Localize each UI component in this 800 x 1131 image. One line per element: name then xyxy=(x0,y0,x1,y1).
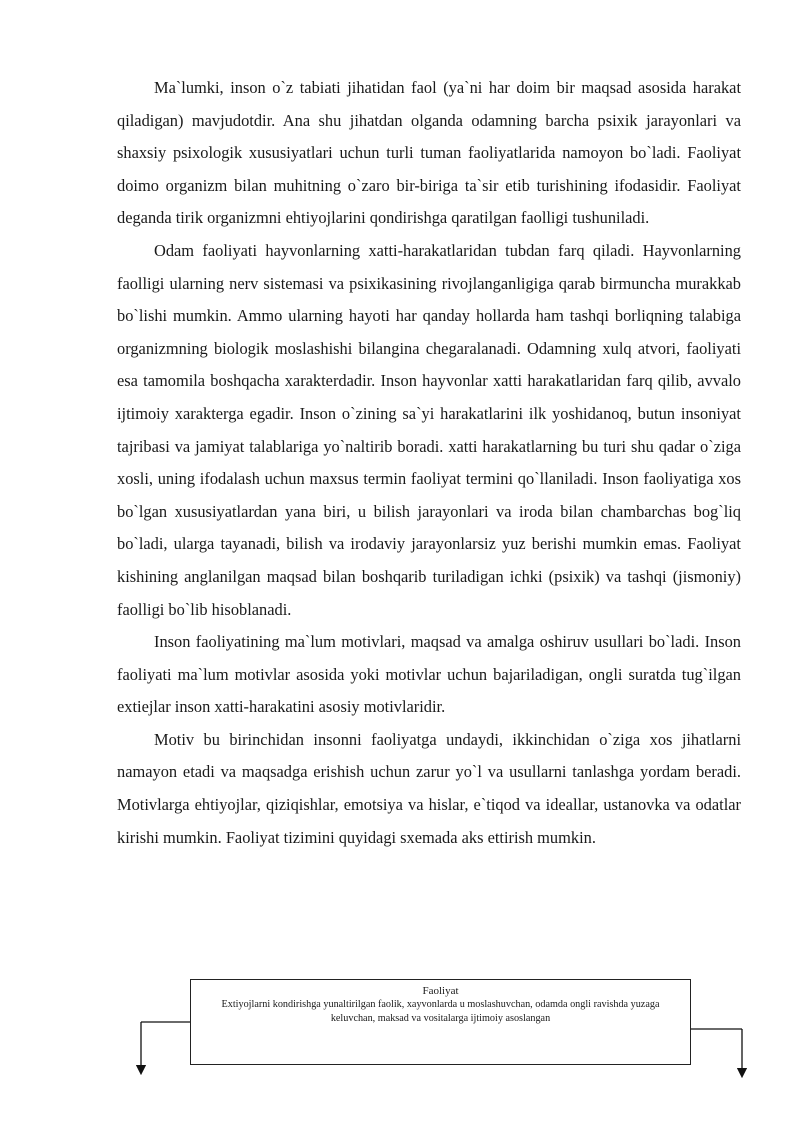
paragraph-2: Odam faoliyati hayvonlarning xatti-harakatlaridan tubdan farq qiladi. Hayvonlarning faolligi ularning nerv sistemasi va psixikasining rivojlanganligiga qarab birmuncha murakkab bo`lishi mumkin. Ammo ularning hayoti har qanday hollarda ham tashqi borliqning talabiga organizmning biologik moslashishi bilangina chegaralanadi. Odamning xulq atvori, faoliyati esa tamomila boshqacha xarakterdadir. Inson hayvonlar xatti harakatlaridan farq qilib, avvalo ijtimoiy xarakterga egadir. Inson o`zining sa`yi harakatlarini ilk yoshidanoq, butun insoniyat tajribasi va jamiyat talablariga yo`naltirib boradi. xatti harakatlarning bu turi shu qadar o`ziga xosli, uning ifodalash uchun maxsus termin faoliyat termini qo`llaniladi. Inson faoliyatiga xos bo`lgan xususiyatlardan yana biri, u bilish jarayonlari va iroda bilan chambarchas bog`liq bo`ladi, ularga tayanadi, bilish va irodaviy jarayonlarsiz yuz berishi mumkin emas. Faoliyat kishining anglanilgan maqsad bilan boshqarib turiladigan ichki (psixik) va tashqi (jismoniy) faolligi bo`lib hisoblanadi. xyxy=(117,240,741,619)
paragraph-3: Inson faoliyatining ma`lum motivlari, maqsad va amalga oshiruv usullari bo`ladi. Inson faoliyati ma`lum motivlar asosida yoki motivlar uchun bajariladigan, ongli suratda tug`ilgan extiejlar inson xatti-harakatini asosiy motivlaridir. xyxy=(117,632,741,717)
faoliyat-box xyxy=(190,979,691,1065)
document-body xyxy=(117,72,741,854)
faoliyat-box-title: Faoliyat xyxy=(422,985,459,997)
faoliyat-box-description: Extiyojlarni kondirishga yunaltirilgan faolik, xayvonlarda u moslashuvchan, odamda ongli ravishda yuzaga keluvchan, maksad va vositalarga ijtimoiy asoslangan xyxy=(221,999,660,1024)
paragraph-4: Motiv bu birinchidan insonni faoliyatga undaydi, ikkinchidan o`ziga xos jihatlarni namayon etadi va maqsadga erishish uchun zarur yo`l va usullarni tanlashga yordam beradi. Motivlarga ehtiyojlar, qiziqishlar, emotsiya va hislar, e`tiqod va ideallar, ustanovka va odatlar kirishi mumkin. Faoliyat tizimini quyidagi sxemada aks ettirish mumkin. xyxy=(117,729,741,847)
left-connector-arrow xyxy=(141,1022,190,1070)
right-connector-arrow xyxy=(691,1029,742,1073)
paragraph-1: Ma`lumki, inson o`z tabiati jihatidan faol (ya`ni har doim bir maqsad asosida harakat qiladigan) mavjudotdir. Ana shu jihatdan olganda odamning barcha psixik jarayonlari va shaxsiy psixologik xususiyatlari uchun turli tuman faoliyatlarida namoyon bo`ladi. Faoliyat doimo organizm bilan muhitning o`zaro bir-biriga ta`sir etib turishining ifodasidir. Faoliyat deganda tirik organizmni ehtiyojlarini qondirishga qaratilgan faolligi tushuniladi. xyxy=(117,78,741,228)
